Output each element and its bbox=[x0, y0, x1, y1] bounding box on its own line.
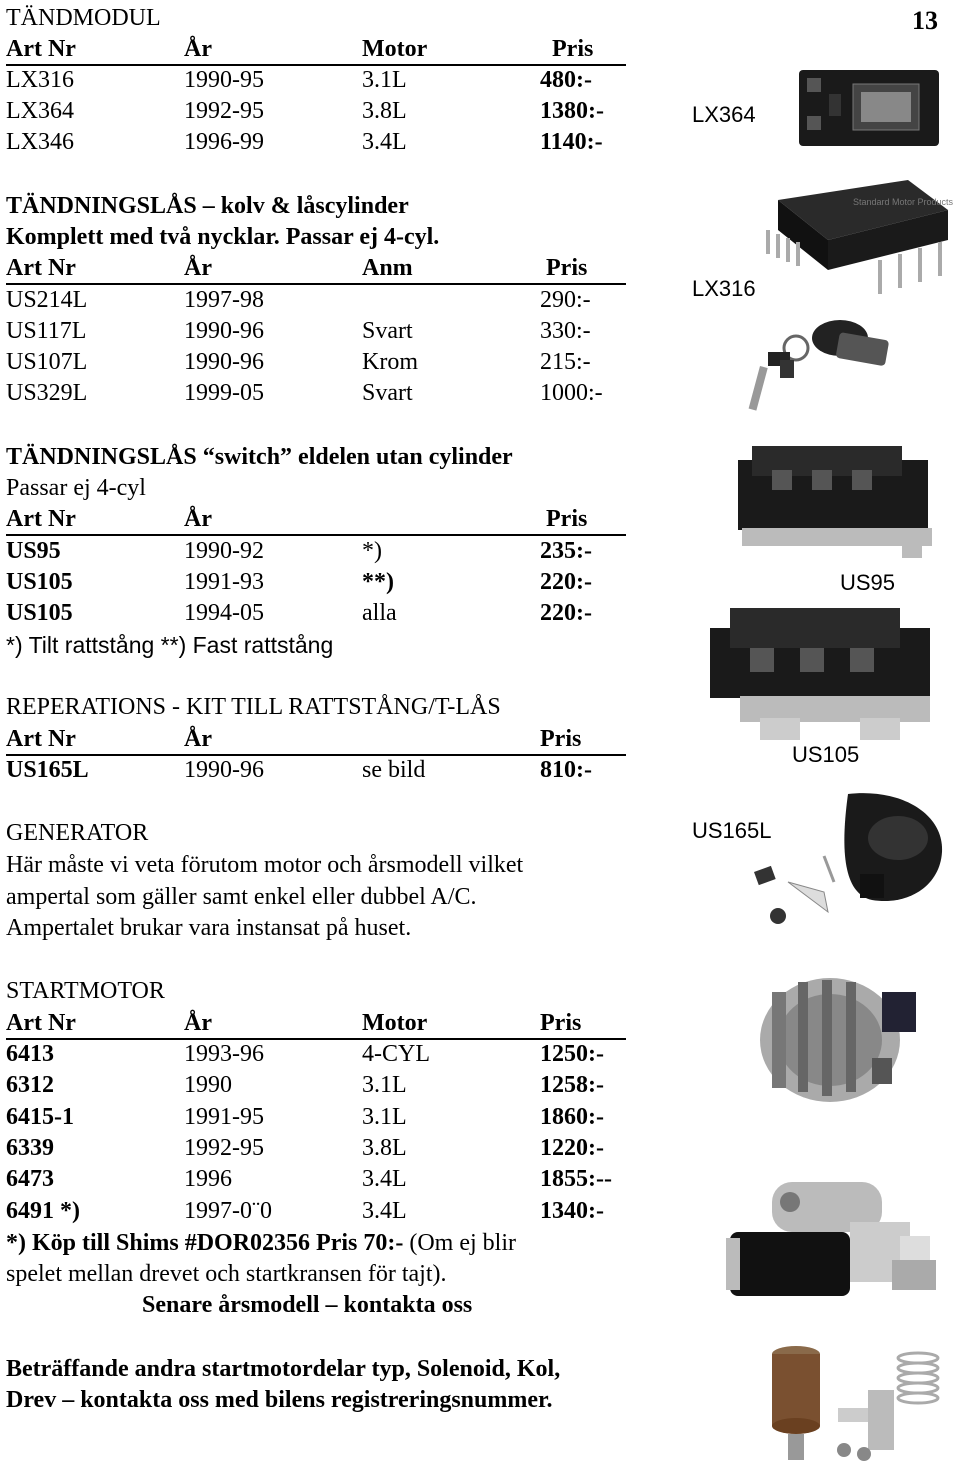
label-us105: US105 bbox=[792, 742, 860, 767]
startmotor-table-header bbox=[6, 1008, 626, 1040]
generator-text: Ampertalet brukar vara instansat på huset. bbox=[6, 915, 412, 941]
cell: 235:- bbox=[540, 538, 592, 564]
generator-text: ampertal som gäller samt enkel eller dubbel A/C. bbox=[6, 884, 477, 910]
shim-note-text: (Om ej blir bbox=[403, 1230, 516, 1256]
cell: 1340:- bbox=[540, 1198, 604, 1224]
cell: 1990-95 bbox=[184, 67, 264, 93]
cell: 1992-95 bbox=[184, 1135, 264, 1161]
cell: LX346 bbox=[6, 129, 74, 155]
cell: 1997-0¨0 bbox=[184, 1198, 272, 1224]
col-header: Anm bbox=[362, 255, 413, 281]
col-header: År bbox=[184, 1010, 212, 1036]
cell: 1991-95 bbox=[184, 1104, 264, 1130]
section-subtitle: Passar ej 4-cyl bbox=[6, 475, 146, 501]
col-header: År bbox=[184, 255, 212, 281]
cell: *) bbox=[362, 538, 382, 564]
cell: 3.1L bbox=[362, 1072, 407, 1098]
cell: 1990 bbox=[184, 1072, 232, 1098]
cell: 220:- bbox=[540, 569, 592, 595]
cell: **) bbox=[362, 569, 394, 595]
table-row bbox=[6, 285, 626, 315]
section-title-startmotor: STARTMOTOR bbox=[6, 978, 165, 1004]
cell: 1999-05 bbox=[184, 380, 264, 406]
cell: se bild bbox=[362, 757, 426, 783]
cell: 1258:- bbox=[540, 1072, 604, 1098]
cell: US214L bbox=[6, 287, 88, 313]
section-title-repair-kit: REPERATIONS - KIT TILL RATTSTÅNG/T-LÅS bbox=[6, 694, 501, 720]
cell: 215:- bbox=[540, 349, 591, 375]
footer-line: Drev – kontakta oss med bilens registreringsnummer. bbox=[6, 1387, 553, 1413]
col-header: År bbox=[184, 36, 212, 62]
cell: 3.4L bbox=[362, 1198, 407, 1224]
ignition-module-lx316-image bbox=[758, 170, 954, 302]
starter-motor-image bbox=[700, 1166, 940, 1316]
cell: US329L bbox=[6, 380, 88, 406]
footer-line: Beträffande andra startmotordelar typ, Solenoid, Kol, bbox=[6, 1356, 561, 1382]
table-row bbox=[6, 1039, 626, 1069]
cell: 480:- bbox=[540, 67, 592, 93]
cell: 1250:- bbox=[540, 1041, 604, 1067]
shim-note-line2: spelet mellan drevet och startkransen för tajt). bbox=[6, 1261, 447, 1287]
cell: Svart bbox=[362, 318, 413, 344]
col-header: Motor bbox=[362, 36, 428, 62]
ignition-switch-us95-image bbox=[732, 440, 932, 560]
col-header: Motor bbox=[362, 1010, 428, 1036]
generator-text: Här måste vi veta förutom motor och årsmodell vilket bbox=[6, 852, 524, 878]
table-row bbox=[6, 1164, 626, 1194]
section-title-lock-cylinder: TÄNDNINGSLÅS – kolv & låscylinder bbox=[6, 193, 409, 219]
lock-table-header bbox=[6, 253, 626, 285]
cell: 1990-96 bbox=[184, 349, 264, 375]
section-title-tandmodul: TÄNDMODUL bbox=[6, 5, 161, 31]
cell: US105 bbox=[6, 569, 73, 595]
cell: 3.8L bbox=[362, 1135, 407, 1161]
alternator-image bbox=[742, 962, 922, 1112]
label-us95: US95 bbox=[840, 570, 896, 595]
switch-footnote: *) Tilt rattstång **) Fast rattstång bbox=[6, 632, 334, 658]
table-row bbox=[6, 1133, 626, 1163]
cell: 3.4L bbox=[362, 1166, 407, 1192]
col-header: Pris bbox=[552, 36, 594, 62]
ignition-module-lx364-image bbox=[795, 64, 945, 150]
cell: US165L bbox=[6, 757, 89, 783]
section-subtitle: Komplett med två nycklar. Passar ej 4-cyl. bbox=[6, 224, 440, 250]
repair-table-header bbox=[6, 724, 626, 756]
label-lx364: LX364 bbox=[692, 102, 756, 127]
cell: 1994-05 bbox=[184, 600, 264, 626]
cell: US117L bbox=[6, 318, 87, 344]
cell: 6491 *) bbox=[6, 1198, 80, 1224]
cell: 1990-92 bbox=[184, 538, 264, 564]
col-header: Pris bbox=[546, 506, 588, 532]
cell: 220:- bbox=[540, 600, 592, 626]
lock-cylinder-image bbox=[740, 308, 900, 418]
col-header: Art Nr bbox=[6, 726, 76, 752]
cell: 1993-96 bbox=[184, 1041, 264, 1067]
table-row bbox=[6, 127, 626, 157]
cell: 1996 bbox=[184, 1166, 232, 1192]
switch-table-header bbox=[6, 504, 626, 536]
col-header: År bbox=[184, 506, 212, 532]
shim-note bbox=[6, 1228, 516, 1258]
table-row bbox=[6, 567, 626, 597]
col-header: Art Nr bbox=[6, 255, 76, 281]
label-us165l: US165L bbox=[692, 818, 772, 843]
cell: alla bbox=[362, 600, 397, 626]
cell: Svart bbox=[362, 380, 413, 406]
cell: 6473 bbox=[6, 1166, 54, 1192]
repair-kit-us165l-image bbox=[748, 782, 948, 932]
cell: 1220:- bbox=[540, 1135, 604, 1161]
page-number: 13 bbox=[912, 6, 938, 35]
section-title-generator: GENERATOR bbox=[6, 820, 149, 846]
table-row bbox=[6, 755, 626, 785]
cell: 1990-96 bbox=[184, 757, 264, 783]
cell: 1855:-- bbox=[540, 1166, 612, 1192]
cell: US95 bbox=[6, 538, 61, 564]
cell: 1992-95 bbox=[184, 98, 264, 124]
cell: 6415-1 bbox=[6, 1104, 74, 1130]
cell: 810:- bbox=[540, 757, 592, 783]
cell: 330:- bbox=[540, 318, 591, 344]
cell: 290:- bbox=[540, 287, 591, 313]
col-header: Art Nr bbox=[6, 1010, 76, 1036]
table-row bbox=[6, 378, 626, 408]
table-row bbox=[6, 536, 626, 566]
table-row bbox=[6, 347, 626, 377]
table-row bbox=[6, 1196, 626, 1226]
table-row bbox=[6, 96, 626, 126]
cell: 3.1L bbox=[362, 67, 407, 93]
cell: 1140:- bbox=[540, 129, 603, 155]
label-lx316: LX316 bbox=[692, 276, 756, 301]
svg-text:Standard Motor Products: Standard Motor Products bbox=[853, 197, 954, 207]
table-row bbox=[6, 65, 626, 95]
cell: 3.4L bbox=[362, 129, 407, 155]
col-header: Pris bbox=[546, 255, 588, 281]
solenoid-parts-image bbox=[748, 1338, 958, 1468]
cell: 1990-96 bbox=[184, 318, 264, 344]
col-header: År bbox=[184, 726, 212, 752]
cell: Krom bbox=[362, 349, 418, 375]
cell: 6312 bbox=[6, 1072, 54, 1098]
section-title-switch: TÄNDNINGSLÅS “switch” eldelen utan cylinder bbox=[6, 444, 513, 470]
shim-note-bold: *) Köp till Shims #DOR02356 Pris 70:- bbox=[6, 1230, 404, 1256]
later-models-note: Senare årsmodell – kontakta oss bbox=[142, 1292, 473, 1318]
cell: 4-CYL bbox=[362, 1041, 430, 1067]
ignition-switch-us105-image bbox=[700, 598, 940, 746]
table-row bbox=[6, 316, 626, 346]
cell: 3.1L bbox=[362, 1104, 407, 1130]
cell: 1380:- bbox=[540, 98, 604, 124]
cell: 1996-99 bbox=[184, 129, 264, 155]
cell: 6413 bbox=[6, 1041, 54, 1067]
col-header: Art Nr bbox=[6, 506, 76, 532]
cell: 6339 bbox=[6, 1135, 54, 1161]
table-row bbox=[6, 1102, 626, 1132]
col-header: Pris bbox=[540, 726, 582, 752]
cell: 1997-98 bbox=[184, 287, 264, 313]
cell: US105 bbox=[6, 600, 73, 626]
cell: 1860:- bbox=[540, 1104, 604, 1130]
tandmodul-table-header bbox=[6, 34, 626, 66]
col-header: Art Nr bbox=[6, 36, 76, 62]
cell: LX364 bbox=[6, 98, 74, 124]
table-row bbox=[6, 1070, 626, 1100]
table-row bbox=[6, 598, 626, 628]
cell: 1000:- bbox=[540, 380, 603, 406]
col-header: Pris bbox=[540, 1010, 582, 1036]
cell: 1991-93 bbox=[184, 569, 264, 595]
cell: 3.8L bbox=[362, 98, 407, 124]
cell: LX316 bbox=[6, 67, 74, 93]
cell: US107L bbox=[6, 349, 88, 375]
